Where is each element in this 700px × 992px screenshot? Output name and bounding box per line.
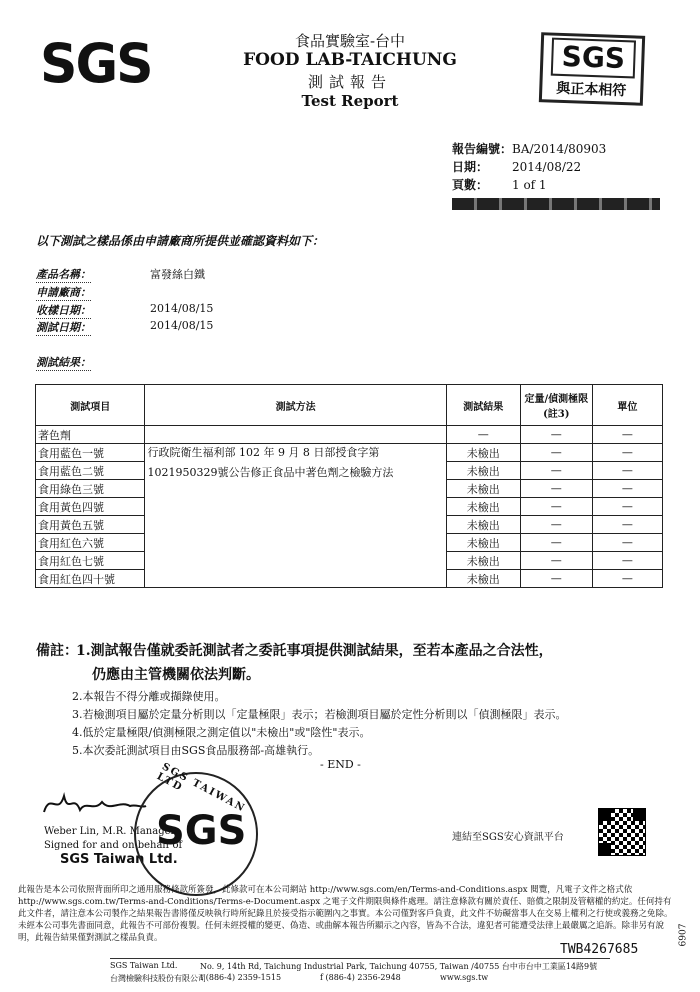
row-result: 未檢出 bbox=[446, 534, 520, 552]
row-result: 未檢出 bbox=[446, 480, 520, 498]
row-item: 食用紅色七號 bbox=[36, 552, 145, 570]
redaction-bar bbox=[452, 198, 660, 210]
row-unit: — bbox=[592, 570, 662, 588]
meta-pages bbox=[452, 176, 547, 193]
field-value-received: 2014/08/15 bbox=[150, 302, 214, 315]
row-unit: — bbox=[592, 444, 662, 462]
note-1b: 仍應由主管機關依法判斷。 bbox=[92, 667, 260, 683]
meta-value: 2014/08/22 bbox=[512, 160, 582, 174]
row-limit: — bbox=[520, 516, 592, 534]
method-cell bbox=[145, 444, 446, 588]
company-seal bbox=[134, 761, 258, 896]
meta-value: BA/2014/80903 bbox=[512, 142, 607, 156]
table-row bbox=[36, 426, 663, 444]
row-item: 食用綠色三號 bbox=[36, 480, 145, 498]
method-line: 行政院衛生福利部 102 年 9 月 8 日部授食字第 bbox=[147, 446, 380, 459]
field-value-product: 富發絲白鐵 bbox=[150, 268, 205, 281]
col-header-result: 測試結果 bbox=[446, 385, 520, 426]
field-label-received: 收樣日期： bbox=[36, 304, 91, 317]
row-limit: — bbox=[520, 498, 592, 516]
note-2: 2.本報告不得分離或擷錄使用。 bbox=[72, 690, 226, 703]
results-heading: 測試結果： bbox=[36, 356, 91, 369]
row-result: 未檢出 bbox=[446, 444, 520, 462]
results-table bbox=[35, 384, 663, 588]
row-item: 著色劑 bbox=[36, 426, 145, 444]
certified-copy-stamp bbox=[539, 32, 645, 106]
field-label-product: 產品名稱： bbox=[36, 268, 91, 281]
note-4: 4.低於定量極限/偵測極限之測定值以"未檢出"或"陰性"表示。 bbox=[72, 726, 371, 739]
lab-name-zh: 食品實驗室-台中 bbox=[294, 32, 406, 50]
row-limit: — bbox=[520, 462, 592, 480]
meta-label: 頁數： bbox=[452, 178, 489, 192]
row-method bbox=[145, 426, 446, 444]
footer-rule bbox=[110, 958, 610, 959]
footer-company: SGS Taiwan Ltd. bbox=[110, 961, 178, 970]
seal-logo: SGS bbox=[156, 808, 247, 854]
signature-scribble bbox=[40, 786, 150, 822]
row-limit: — bbox=[520, 480, 592, 498]
row-unit: — bbox=[592, 552, 662, 570]
col-header-method: 測試方法 bbox=[145, 385, 446, 426]
row-limit: — bbox=[520, 444, 592, 462]
field-value-test-date: 2014/08/15 bbox=[150, 319, 214, 332]
method-line: 1021950329號公告修正食品中著色劑之檢驗方法 bbox=[147, 466, 394, 479]
row-result: 未檢出 bbox=[446, 498, 520, 516]
signer-company: SGS Taiwan Ltd. bbox=[60, 852, 178, 867]
row-limit: — bbox=[520, 552, 592, 570]
col-header-unit: 單位 bbox=[592, 385, 662, 426]
report-title-zh: 測試報告 bbox=[307, 73, 392, 91]
row-item: 食用黃色四號 bbox=[36, 498, 145, 516]
row-unit: — bbox=[592, 462, 662, 480]
row-unit: — bbox=[592, 480, 662, 498]
verify-platform-text: 連結至SGS安心資訊平台 bbox=[452, 832, 564, 843]
row-unit: — bbox=[592, 426, 662, 444]
table-header-row bbox=[36, 385, 663, 426]
note-3: 3.若檢測項目屬於定量分析則以「定量極限」表示；若檢測項目屬於定性分析則以「偵測極限」表示。 bbox=[72, 708, 567, 721]
footer-fax: f (886-4) 2356-2948 bbox=[320, 973, 401, 982]
row-unit: — bbox=[592, 534, 662, 552]
field-label-applicant: 申請廠商： bbox=[36, 286, 91, 299]
note-1a: 1.測試報告僅就委託測試者之委託事項提供測試結果，至若本產品之合法性， bbox=[76, 643, 553, 659]
row-result: 未檢出 bbox=[446, 516, 520, 534]
meta-report-no bbox=[452, 140, 606, 157]
meta-label: 報告編號： bbox=[452, 142, 513, 156]
field-label-test-date: 測試日期： bbox=[36, 321, 91, 334]
row-item: 食用紅色四十號 bbox=[36, 570, 145, 588]
signed-for: Signed for and on behalf of bbox=[44, 840, 183, 851]
row-item: 食用紅色六號 bbox=[36, 534, 145, 552]
row-result: 未檢出 bbox=[446, 570, 520, 588]
footer-company-zh: 台灣檢驗科技股份有限公司 bbox=[110, 974, 206, 983]
notes-label: 備註： bbox=[36, 643, 78, 659]
intro-text: 以下測試之樣品係由申請廠商所提供並確認資料如下： bbox=[36, 234, 325, 248]
seal-ring-text: SGS TAIWAN LTD bbox=[154, 761, 248, 815]
row-limit: — bbox=[520, 534, 592, 552]
stamp-text: 與正本相符 bbox=[556, 80, 627, 100]
note-5: 5.本次委託測試項目由SGS食品服務部-高雄執行。 bbox=[72, 744, 320, 757]
qr-code[interactable] bbox=[598, 808, 646, 856]
report-code: TWB4267685 bbox=[560, 942, 639, 957]
disclaimer-text: 此報告是本公司依照背面所印之通用服務條款所簽發，此條款可在本公司網站 http://www.sgs.com/en/Terms-and-Conditions.aspx 閱覽，凡電子文件之格式依 http://www.sgs.com.tw/Terms-and-Conditions/Terms-e-Document.aspx 之電子文件期限與條件處理。請注意條款有關於責任、賠償之限制及管轄權的約定。任何持有此文件者，請注意本公司製作之結果報告書將僅反映執行時所紀錄且於接受指示範圍內之事實。本公司僅對客戶負責，此文件不妨礙當事人在交易上權利之行使或義務之免除。未經本公司事先書面同意，此報告不可部份複製。任何未經授權的變更、偽造、或曲解本報告所顯示之內容，皆為不合法，違犯者可能遭受法律上最嚴厲之追訴。除非另有說明，此報告結果僅對測試之樣品負責。 bbox=[18, 885, 673, 943]
row-limit: — bbox=[520, 570, 592, 588]
row-item: 食用藍色一號 bbox=[36, 444, 145, 462]
side-code: 6907 bbox=[678, 923, 689, 947]
col-header-item: 測試項目 bbox=[36, 385, 145, 426]
table-row bbox=[36, 444, 663, 462]
footer-address: No. 9, 14th Rd, Taichung Industrial Park, Taichung 40755, Taiwan /40755 台中市台中工業區14路9號 bbox=[200, 962, 598, 971]
meta-value: 1 of 1 bbox=[512, 178, 547, 192]
lab-name-en: FOOD LAB-TAICHUNG bbox=[243, 50, 457, 70]
footer-web: www.sgs.tw bbox=[440, 973, 489, 982]
footer-tel: t (886-4) 2359-1515 bbox=[200, 973, 282, 982]
signer-name: Weber Lin, M.R. Manager bbox=[44, 826, 176, 837]
row-result: 未檢出 bbox=[446, 462, 520, 480]
row-unit: — bbox=[592, 498, 662, 516]
row-result: — bbox=[446, 426, 520, 444]
report-title-en: Test Report bbox=[301, 92, 399, 110]
row-result: 未檢出 bbox=[446, 552, 520, 570]
row-limit: — bbox=[520, 426, 592, 444]
row-item: 食用藍色二號 bbox=[36, 462, 145, 480]
sgs-logo: SGS bbox=[40, 32, 152, 96]
col-header-limit: 定量/偵測極限(註3) bbox=[520, 385, 592, 426]
row-item: 食用黃色五號 bbox=[36, 516, 145, 534]
end-marker: - END - bbox=[320, 758, 361, 771]
meta-date bbox=[452, 158, 581, 175]
stamp-logo: SGS bbox=[551, 38, 636, 79]
row-unit: — bbox=[592, 516, 662, 534]
meta-label: 日期： bbox=[452, 160, 489, 174]
